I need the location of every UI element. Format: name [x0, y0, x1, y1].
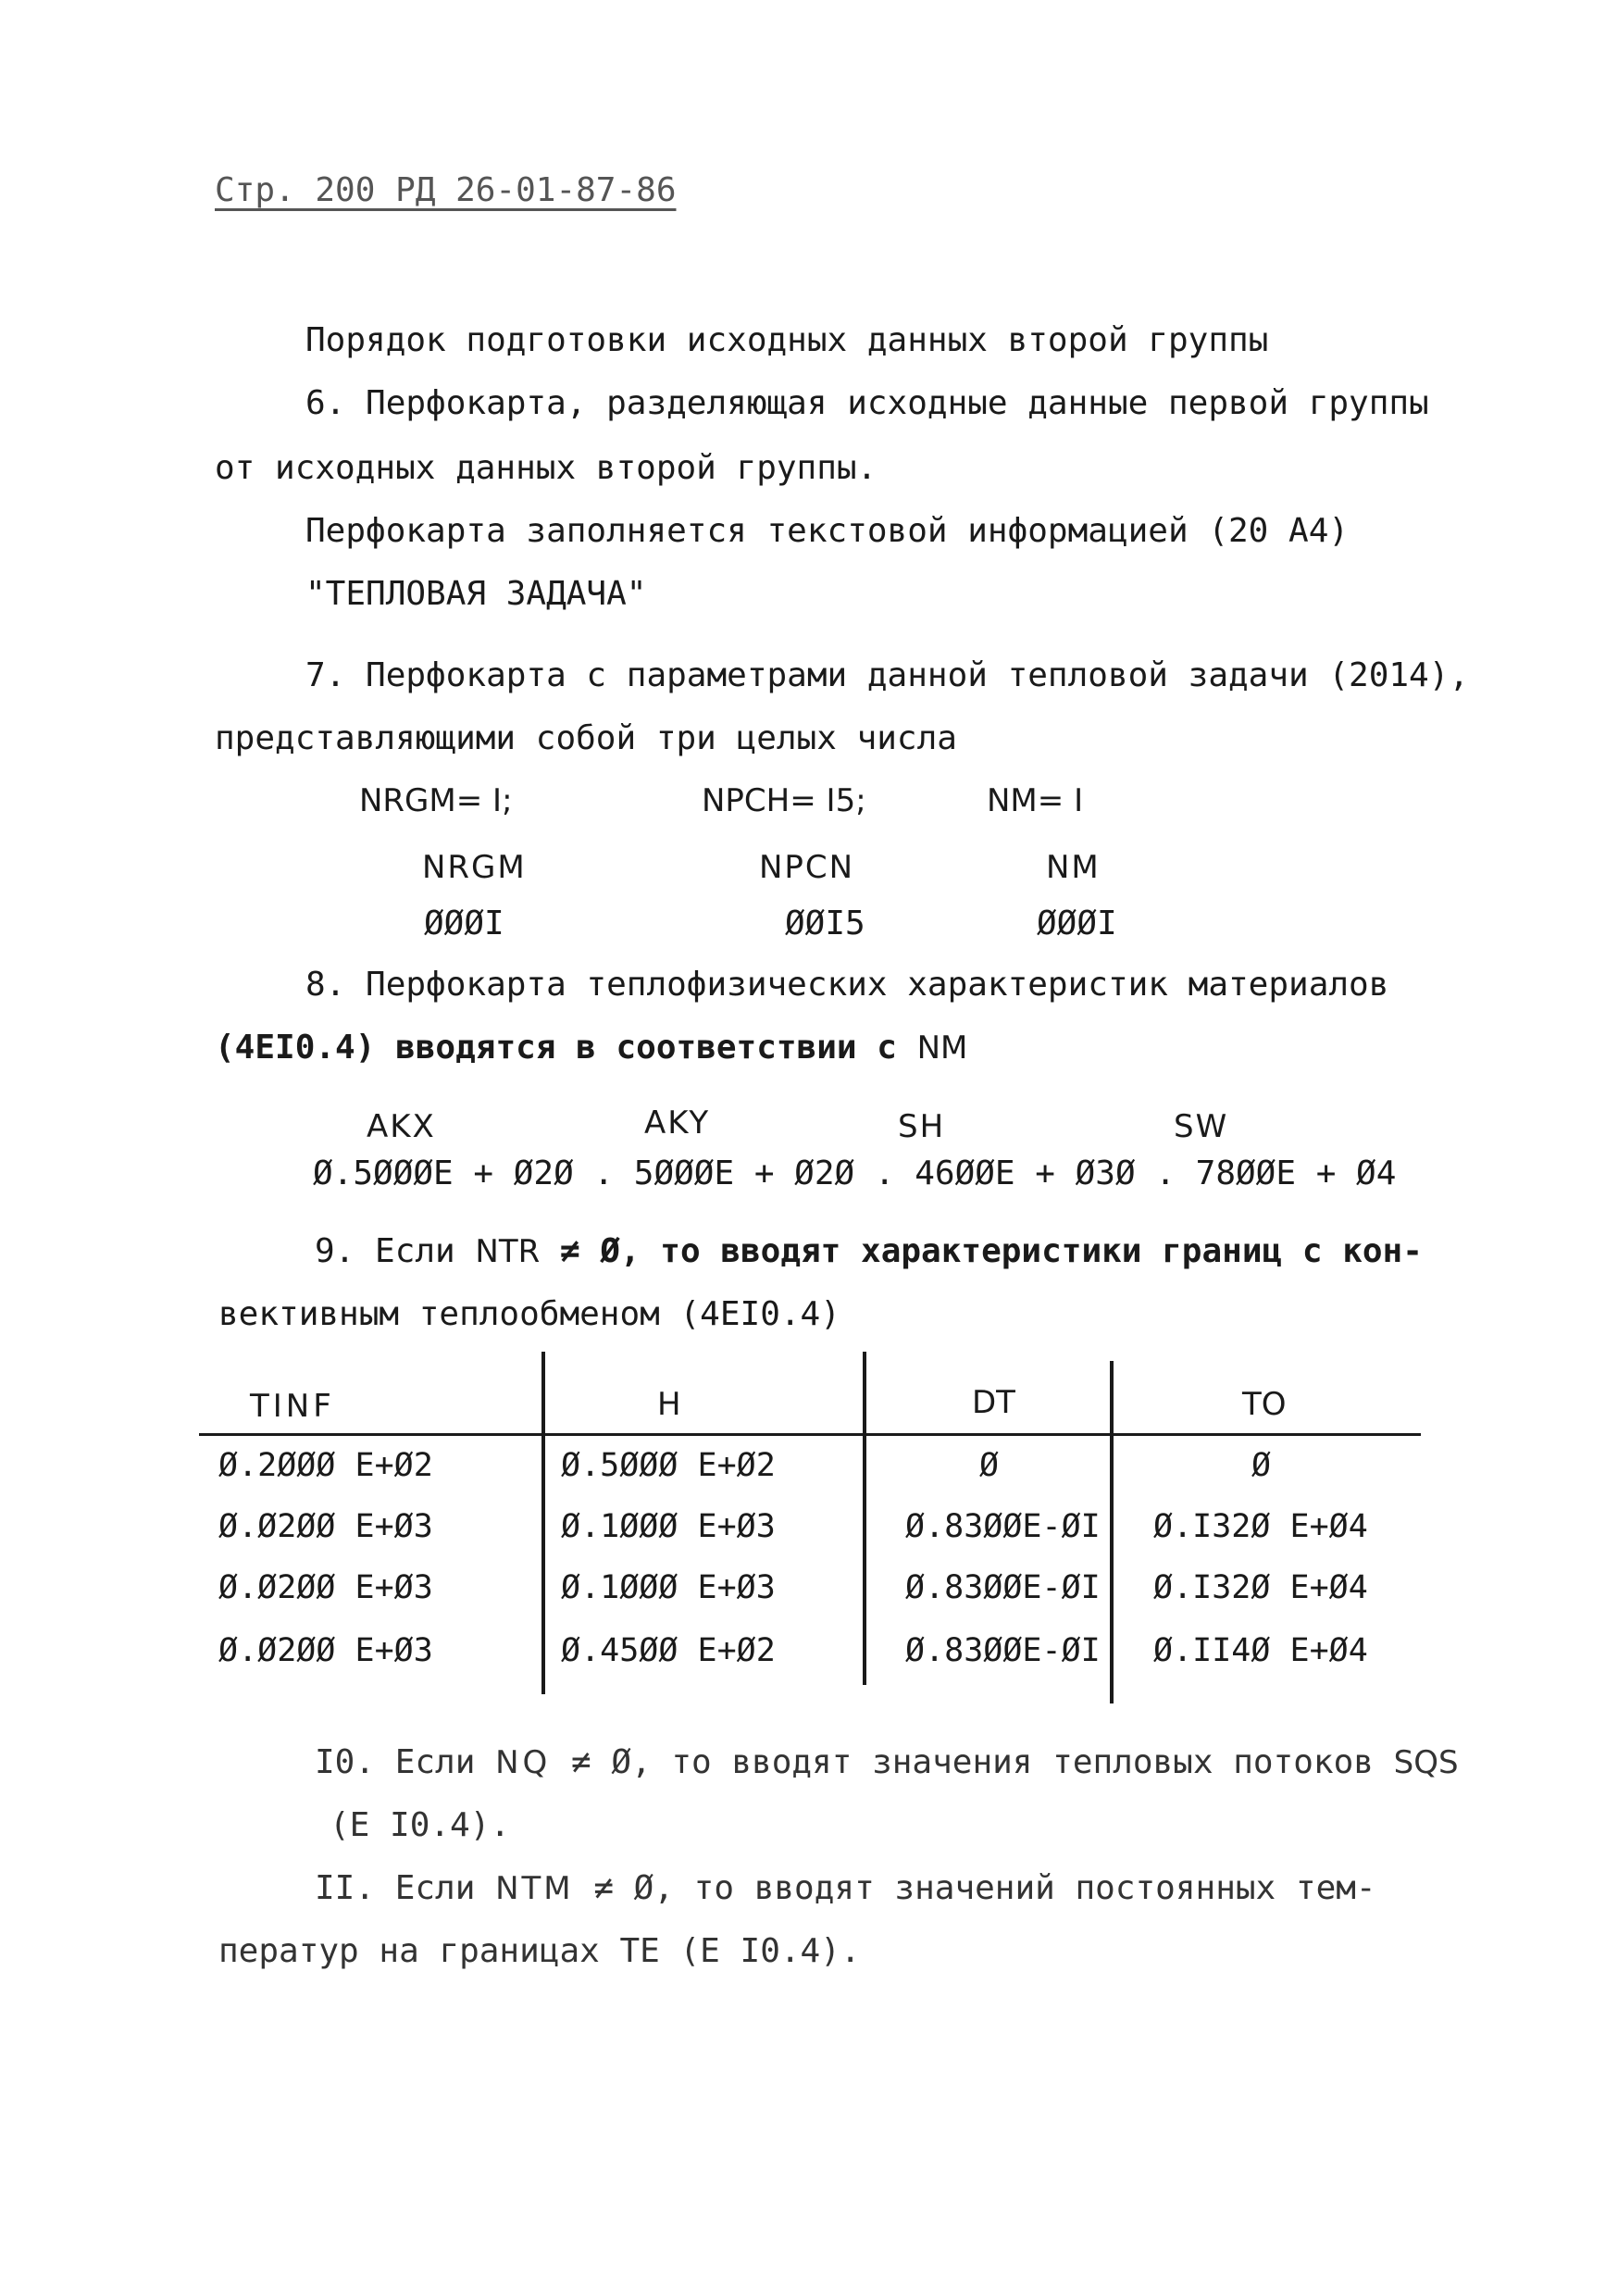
item7-line1: 7. Перфокарта с параметрами данной тепловой задачи (2014),	[305, 656, 1470, 694]
item6-line3: Перфокарта заполняется текстовой информацией (20 А4)	[305, 512, 1350, 550]
table-cell: Ø.Ø2ØØ E+Ø3	[218, 1508, 433, 1545]
label-sw: SW	[1174, 1108, 1229, 1145]
table-cell: Ø.2ØØØ E+Ø2	[218, 1447, 433, 1484]
table-cell: Ø.Ø2ØØ E+Ø3	[218, 1632, 433, 1669]
item6-line4: "ТЕПЛОВАЯ ЗАДАЧА"	[305, 575, 647, 613]
value-nrgm: ØØØI	[424, 905, 504, 942]
table-vline-1	[541, 1352, 545, 1694]
table-cell: Ø.I32Ø E+Ø4	[1153, 1569, 1368, 1606]
item11-line1	[315, 1869, 1376, 1907]
item10-nq: NQ	[495, 1744, 552, 1781]
table-header-to: TO	[1242, 1386, 1287, 1423]
table-header-tinf: TINF	[250, 1388, 335, 1425]
label-nrgm: NRGM	[422, 849, 527, 886]
item9-rest: ≠ Ø, то вводят характеристики границ с кон-	[559, 1232, 1423, 1270]
item7-line2: представляющими собой три целых числа	[215, 719, 957, 757]
section-title: Порядок подготовки исходных данных второй группы	[305, 321, 1269, 359]
label-nm: NM	[1046, 849, 1101, 886]
item11-rest: ≠ Ø, то вводят значений постоянных тем-	[593, 1869, 1376, 1907]
item10-line2: (Е I0.4).	[330, 1806, 511, 1844]
page-header: Стр. 200 РД 26-01-87-86	[215, 171, 677, 209]
item11-line2: ператур на границах ТЕ (Е I0.4).	[218, 1932, 861, 1970]
table-header-dt: DT	[972, 1384, 1015, 1421]
table-cell: Ø.1ØØØ E+Ø3	[561, 1569, 776, 1606]
table-cell: Ø.83ØØE-ØI	[905, 1508, 1101, 1545]
item10-if: I0. Если	[315, 1743, 476, 1781]
item8-format: (4ЕI0.4)	[215, 1029, 376, 1067]
table-cell: Ø.83ØØE-ØI	[905, 1632, 1101, 1669]
table-cell: Ø.1ØØØ E+Ø3	[561, 1508, 776, 1545]
item6-line1: 6. Перфокарта, разделяющая исходные данные первой группы	[305, 384, 1429, 422]
table-cell: Ø	[979, 1447, 1000, 1484]
item8-line2	[215, 1031, 967, 1065]
item6-line2: от исходных данных второй группы.	[215, 449, 877, 487]
item8-text: вводятся в соответствии с	[395, 1029, 897, 1067]
label-aky: AKY	[644, 1104, 711, 1142]
item11-if: II. Если	[315, 1869, 476, 1907]
table-cell: Ø	[1251, 1447, 1272, 1484]
table-cell: Ø.I32Ø E+Ø4	[1153, 1508, 1368, 1545]
table-cell: Ø.II4Ø E+Ø4	[1153, 1632, 1368, 1669]
item8-nm: NM	[916, 1029, 968, 1067]
table-vline-3	[1110, 1361, 1114, 1703]
table-header-rule	[199, 1433, 1421, 1436]
item10-rest: ≠ Ø, то вводят значения тепловых потоков	[570, 1743, 1374, 1781]
assign-nm: NM= I	[987, 782, 1084, 819]
item10-sqs: SQS	[1393, 1744, 1459, 1781]
item9-ntr: NTR	[475, 1233, 541, 1270]
item9-line2: вективным теплообменом (4ЕI0.4)	[218, 1295, 840, 1333]
item10-line1	[315, 1743, 1459, 1781]
table-cell: Ø.83ØØE-ØI	[905, 1569, 1101, 1606]
table-vline-2	[863, 1352, 866, 1685]
assign-npch: NPCH= I5;	[702, 782, 866, 819]
item8-line1: 8. Перфокарта теплофизических характеристик материалов	[305, 966, 1389, 1004]
label-akx: AKX	[367, 1108, 436, 1145]
item9-if: 9. Если	[315, 1232, 455, 1270]
item8-values: Ø.5ØØØE + Ø2Ø . 5ØØØE + Ø2Ø . 46ØØE + Ø3Ø . 78ØØE + Ø4	[313, 1154, 1397, 1192]
value-nm: ØØØI	[1037, 905, 1117, 942]
item9-line1	[315, 1232, 1423, 1270]
table-header-h: H	[657, 1386, 681, 1423]
table-cell: Ø.5ØØØ E+Ø2	[561, 1447, 776, 1484]
assign-nrgm: NRGM= I;	[359, 782, 513, 819]
value-npcn: ØØI5	[785, 905, 865, 942]
label-sh: SH	[898, 1108, 946, 1145]
item11-ntm: NTM	[495, 1870, 574, 1907]
table-cell: Ø.Ø2ØØ E+Ø3	[218, 1569, 433, 1606]
label-npcn: NPCN	[759, 849, 855, 886]
table-cell: Ø.45ØØ E+Ø2	[561, 1632, 776, 1669]
